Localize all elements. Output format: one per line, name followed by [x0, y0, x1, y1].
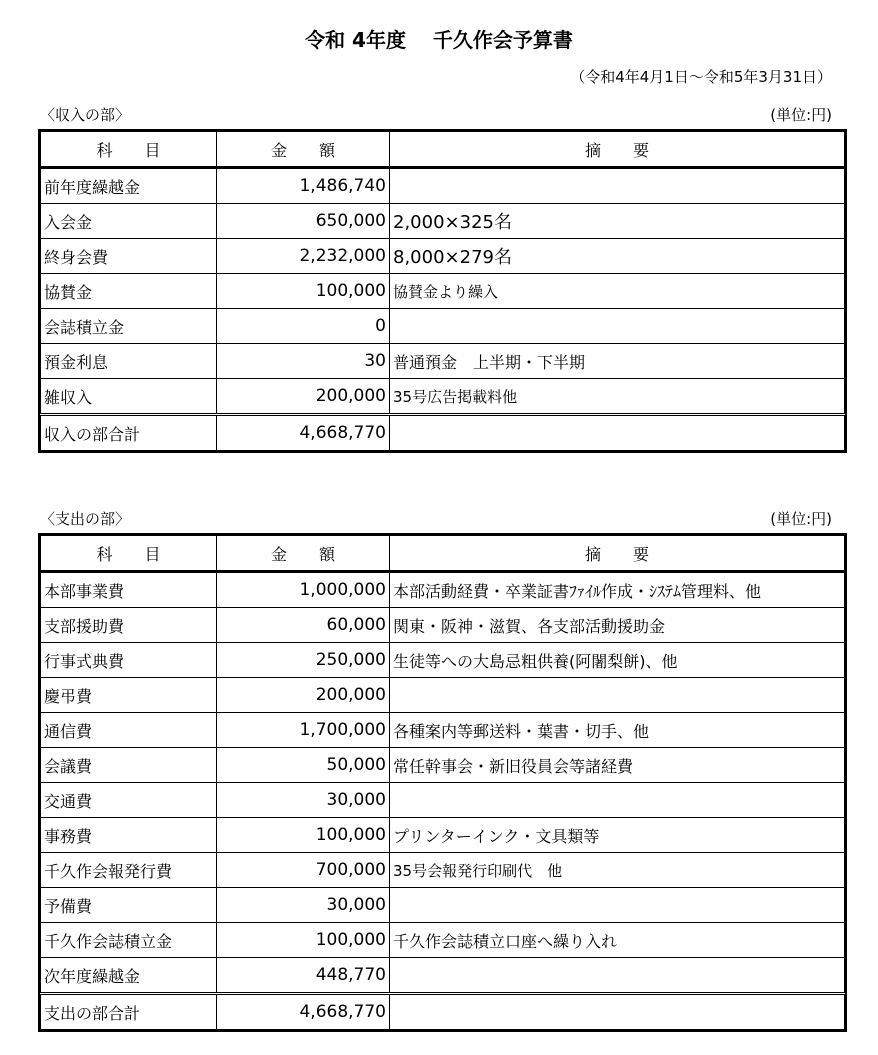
row-subject: 雑収入: [41, 379, 217, 415]
fiscal-period: （令和4年4月1日～令和5年3月31日）: [570, 68, 832, 86]
header-subject: 科 目: [41, 536, 217, 572]
table-row: [41, 783, 845, 818]
table-row: [41, 853, 845, 888]
row-note: 協賛金より繰入: [390, 274, 845, 309]
header-note: 摘 要: [390, 132, 845, 168]
total-note: [390, 415, 845, 451]
row-subject: 次年度繰越金: [41, 958, 217, 994]
row-amount: 100,000: [217, 274, 390, 309]
row-amount: 100,000: [217, 818, 390, 853]
row-subject: 予備費: [41, 888, 217, 923]
row-subject: 会議費: [41, 748, 217, 783]
row-amount: 1,486,740: [217, 168, 390, 204]
total-amount: 4,668,770: [217, 415, 390, 451]
table-row: [41, 379, 845, 415]
header-subject: 科 目: [41, 132, 217, 168]
table-row: [41, 274, 845, 309]
table-row: [41, 608, 845, 643]
income-section-label: 〈収入の部〉: [40, 106, 131, 124]
total-subject: 支出の部合計: [41, 994, 217, 1030]
row-note: [390, 168, 845, 204]
expense-section-label: 〈支出の部〉: [40, 510, 131, 528]
row-note: 8,000×279名: [390, 239, 845, 274]
row-subject: 行事式典費: [41, 643, 217, 678]
row-subject: 交通費: [41, 783, 217, 818]
income-total-row: [41, 415, 845, 451]
row-note: 千久作会誌積立口座へ繰り入れ: [390, 923, 845, 958]
row-subject: 通信費: [41, 713, 217, 748]
row-subject: 協賛金: [41, 274, 217, 309]
income-table: [40, 131, 845, 451]
row-subject: 入会金: [41, 204, 217, 239]
row-amount: 30: [217, 344, 390, 379]
row-amount: 2,232,000: [217, 239, 390, 274]
table-row: [41, 713, 845, 748]
row-amount: 700,000: [217, 853, 390, 888]
row-amount: 250,000: [217, 643, 390, 678]
row-amount: 100,000: [217, 923, 390, 958]
row-note: プリンターインク・文具類等: [390, 818, 845, 853]
row-note: [390, 678, 845, 713]
row-amount: 200,000: [217, 379, 390, 415]
header-amount: 金 額: [217, 132, 390, 168]
row-note: 生徒等への大島忌粗供養(阿闍梨餅)、他: [390, 643, 845, 678]
row-subject: 慶弔費: [41, 678, 217, 713]
table-row: [41, 344, 845, 379]
expense-unit-label: (単位:円): [770, 510, 832, 528]
table-row: [41, 748, 845, 783]
row-note: [390, 888, 845, 923]
row-note: [390, 309, 845, 344]
row-amount: 60,000: [217, 608, 390, 643]
income-unit-label: (単位:円): [770, 106, 832, 124]
income-header-row: [41, 132, 845, 168]
row-subject: 千久作会報発行費: [41, 853, 217, 888]
table-row: [41, 239, 845, 274]
row-amount: 200,000: [217, 678, 390, 713]
row-note: 関東・阪神・滋賀、各支部活動援助金: [390, 608, 845, 643]
row-amount: 30,000: [217, 783, 390, 818]
table-row: [41, 168, 845, 204]
table-row: [41, 204, 845, 239]
row-subject: 千久作会誌積立金: [41, 923, 217, 958]
total-note: [390, 994, 845, 1030]
row-amount: 1,700,000: [217, 713, 390, 748]
row-note: 2,000×325名: [390, 204, 845, 239]
row-subject: 本部事業費: [41, 572, 217, 608]
header-note: 摘 要: [390, 536, 845, 572]
row-amount: 50,000: [217, 748, 390, 783]
row-amount: 0: [217, 309, 390, 344]
table-row: [41, 678, 845, 713]
row-note: 常任幹事会・新旧役員会等諸経費: [390, 748, 845, 783]
table-row: [41, 958, 845, 994]
row-subject: 前年度繰越金: [41, 168, 217, 204]
row-subject: 預金利息: [41, 344, 217, 379]
row-amount: 448,770: [217, 958, 390, 994]
total-subject: 収入の部合計: [41, 415, 217, 451]
expense-table: [40, 535, 845, 1030]
row-note: 各種案内等郵送料・葉書・切手、他: [390, 713, 845, 748]
row-subject: 支部援助費: [41, 608, 217, 643]
row-amount: 650,000: [217, 204, 390, 239]
row-amount: 30,000: [217, 888, 390, 923]
table-row: [41, 572, 845, 608]
table-row: [41, 309, 845, 344]
header-amount: 金 額: [217, 536, 390, 572]
row-note: [390, 783, 845, 818]
table-row: [41, 888, 845, 923]
row-note: [390, 958, 845, 994]
row-note: 35号広告掲載料他: [390, 379, 845, 415]
expense-header-row: [41, 536, 845, 572]
expense-total-row: [41, 994, 845, 1030]
row-note: 35号会報発行印刷代 他: [390, 853, 845, 888]
row-subject: 事務費: [41, 818, 217, 853]
table-row: [41, 923, 845, 958]
row-note: 普通預金 上半期・下半期: [390, 344, 845, 379]
page-title: 令和 4年度 千久作会予算書: [305, 28, 573, 52]
table-row: [41, 818, 845, 853]
row-subject: 会誌積立金: [41, 309, 217, 344]
row-note: 本部活動経費・卒業証書ﾌｧｲﾙ作成・ｼｽﾃﾑ管理料、他: [390, 572, 845, 608]
total-amount: 4,668,770: [217, 994, 390, 1030]
row-subject: 終身会費: [41, 239, 217, 274]
table-row: [41, 643, 845, 678]
row-amount: 1,000,000: [217, 572, 390, 608]
